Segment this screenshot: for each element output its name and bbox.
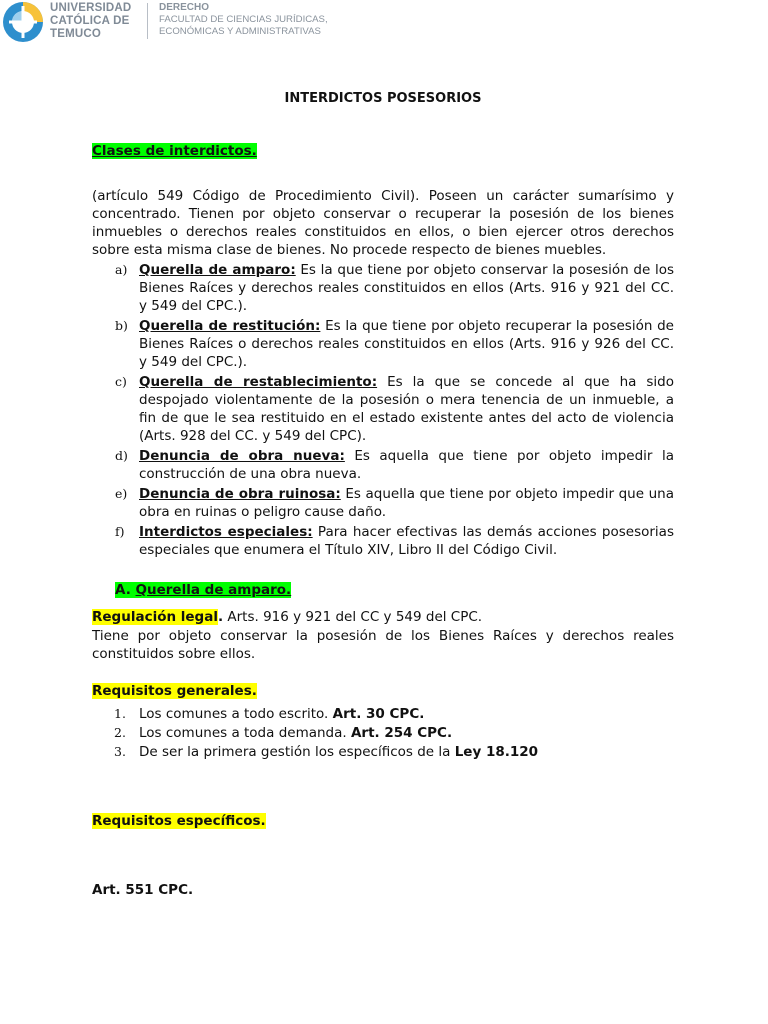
page-header bbox=[0, 0, 330, 46]
faculty-name: DERECHO FACULTAD DE CIENCIAS JURÍDICAS, ECONÓMICAS Y ADMINISTRATIVAS bbox=[159, 2, 328, 37]
intro-paragraph: (artículo 549 Código de Procedimiento Civil). Poseen un carácter sumarísimo y concentrado. Tienen por objeto conservar o recuperar la posesión de los bienes inmuebles o derechos reales constituidos en ellos, o bien ejercer otros derechos sobre esta misma clase de bienes. No procede respecto de bienes muebles. bbox=[92, 188, 674, 258]
document-title: INTERDICTOS POSESORIOS bbox=[284, 91, 482, 106]
requirements-list bbox=[92, 705, 674, 761]
list-item: a) Querella de amparo: Es la que tiene por objeto conservar la posesión de los Bienes Raíces y derechos reales constituidos en ellos (Arts. 916 y 921 del CC. y 549 del CPC.). bbox=[115, 262, 674, 314]
list-item: c) Querella de restablecimiento: Es la que se concede al que ha sido despojado violentamente de la posesión o mera tenencia de un inmueble, a fin de que le sea restituido en el estado existente antes del acto de violencia (Arts. 928 del CC. y 549 del CPC). bbox=[115, 374, 674, 444]
interdict-classes-list bbox=[92, 261, 674, 559]
section-heading-requisitos-especificos: Requisitos específicos. bbox=[92, 813, 266, 829]
list-item: d) Denuncia de obra nueva: Es aquella que tiene por objeto impedir la construcción de una obra nueva. bbox=[115, 448, 674, 482]
article-551-reference: Art. 551 CPC. bbox=[92, 882, 194, 898]
objeto-paragraph: Tiene por objeto conservar la posesión de los Bienes Raíces y derechos reales constituidos sobre ellos. bbox=[92, 628, 674, 662]
section-heading-querella-amparo: A. Querella de amparo. bbox=[115, 582, 292, 598]
university-name: UNIVERSIDAD CATÓLICA DE TEMUCO bbox=[50, 2, 132, 40]
list-item: f) Interdictos especiales: Para hacer efectivas las demás acciones posesorias especiales que enumera el Título XIV, Libro II del Código Civil. bbox=[115, 524, 674, 558]
university-logo-icon bbox=[0, 0, 48, 46]
section-heading-clases: Clases de interdictos. bbox=[92, 143, 257, 159]
section-heading-requisitos-generales: Requisitos generales. bbox=[92, 683, 257, 699]
list-item: 1. Los comunes a todo escrito. Art. 30 CPC. bbox=[114, 706, 425, 722]
list-item: b) Querella de restitución: Es la que tiene por objeto recuperar la posesión de Bienes Raíces o derechos reales constituidos en ellos (Arts. 916 y 926 del CC. y 549 del CPC.). bbox=[115, 318, 674, 370]
list-item: e) Denuncia de obra ruinosa: Es aquella que tiene por objeto impedir que una obra en ruinas o peligro cause daño. bbox=[115, 486, 674, 520]
regulacion-legal: Regulación legal. Arts. 916 y 921 del CC y 549 del CPC. bbox=[92, 609, 483, 625]
list-item: 3. De ser la primera gestión los específicos de la Ley 18.120 bbox=[114, 744, 539, 760]
list-item: 2. Los comunes a toda demanda. Art. 254 CPC. bbox=[114, 725, 453, 741]
header-divider bbox=[147, 3, 148, 39]
